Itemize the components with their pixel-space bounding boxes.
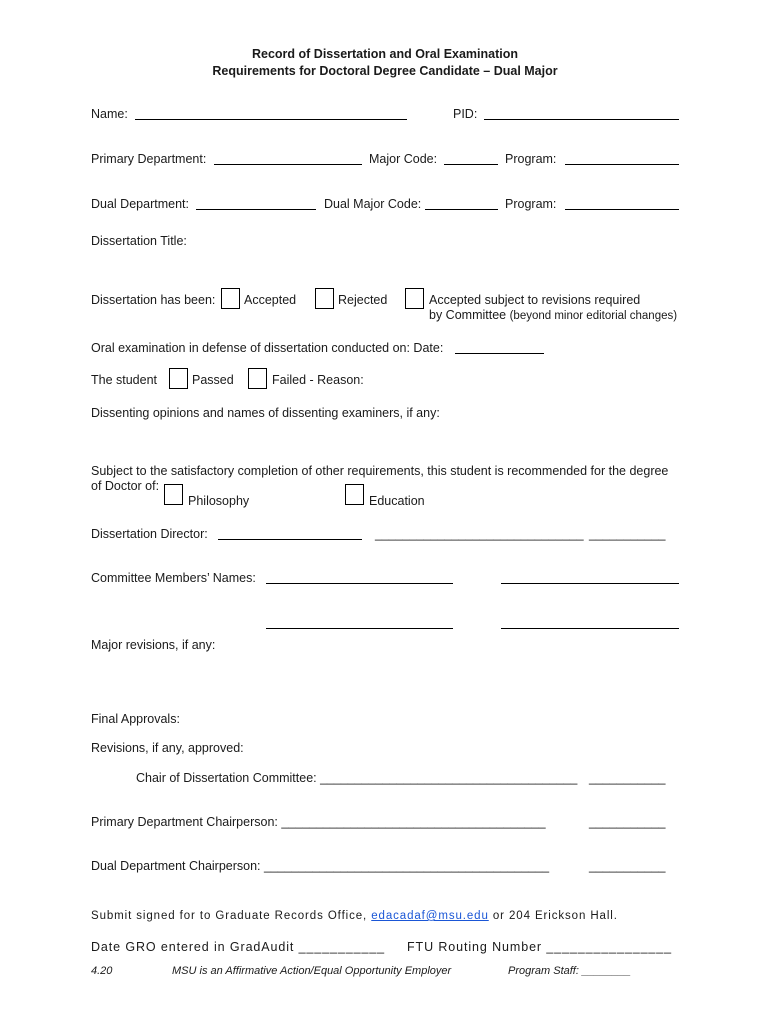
committee-members-label: Committee Members’ Names:	[91, 571, 256, 585]
email-link[interactable]: edacadaf@msu.edu	[371, 910, 489, 922]
form-title-line1: Record of Dissertation and Oral Examination	[251, 47, 519, 61]
failed-checkbox[interactable]	[248, 368, 267, 389]
passed-checkbox[interactable]	[169, 368, 188, 389]
gro-date-entered[interactable]: Date GRO entered in GradAudit ___________	[91, 940, 386, 954]
philosophy-label: Philosophy	[188, 494, 250, 508]
accepted-label: Accepted	[244, 293, 297, 307]
accepted-with-revisions-checkbox[interactable]	[405, 288, 424, 309]
primary-chair-date-field[interactable]: ___________	[589, 815, 666, 829]
committee-member-1-field[interactable]	[266, 583, 453, 584]
primary-chair-signature-line[interactable]: Primary Department Chairperson: ______________________________________	[91, 815, 546, 829]
dual-major-code-field[interactable]	[425, 209, 498, 210]
committee-member-3-field[interactable]	[266, 628, 453, 629]
program-label: Program:	[505, 152, 557, 166]
dual-chair-signature-line[interactable]: Dual Department Chairperson: _________________________________________	[91, 859, 550, 873]
dual-program-label: Program:	[505, 197, 557, 211]
dissertation-title-label: Dissertation Title:	[91, 234, 187, 248]
accepted-checkbox[interactable]	[221, 288, 240, 309]
chair-signature-line[interactable]: Chair of Dissertation Committee: _____________________________________	[136, 771, 578, 785]
final-approvals-label: Final Approvals:	[91, 712, 180, 726]
education-checkbox[interactable]	[345, 484, 364, 505]
revisions-approved-label: Revisions, if any, approved:	[91, 741, 244, 755]
dual-department-label: Dual Department:	[91, 197, 189, 211]
pid-field[interactable]	[484, 119, 679, 120]
oral-exam-date-field[interactable]	[455, 353, 544, 354]
committee-member-2-field[interactable]	[501, 583, 679, 584]
eoe-statement: MSU is an Affirmative Action/Equal Opportunity Employer	[172, 965, 452, 977]
committee-member-4-field[interactable]	[501, 628, 679, 629]
dissenting-label: Dissenting opinions and names of dissenting examiners, if any:	[91, 406, 440, 420]
dual-program-field[interactable]	[565, 209, 679, 210]
pid-label: PID:	[453, 107, 478, 121]
director-signature-field[interactable]: ______________________________	[375, 527, 584, 541]
dual-department-field[interactable]	[196, 209, 316, 210]
name-label: Name:	[91, 107, 128, 121]
student-label: The student	[91, 373, 158, 387]
doctor-of-label: of Doctor of:	[91, 479, 160, 493]
submit-instructions: Submit signed for to Graduate Records Office, edacadaf@msu.edu or 204 Erickson Hall.	[91, 910, 618, 922]
form-title-line2: Requirements for Doctoral Degree Candidate – Dual Major	[212, 64, 558, 78]
form-version: 4.20	[91, 965, 113, 977]
major-code-label: Major Code:	[369, 152, 438, 166]
program-field[interactable]	[565, 164, 679, 165]
recommendation-text: Subject to the satisfactory completion of other requirements, this student is recommended for the degree	[91, 464, 669, 478]
chair-date-field[interactable]: ___________	[589, 771, 666, 785]
education-label: Education	[369, 494, 425, 508]
rejected-checkbox[interactable]	[315, 288, 334, 309]
accepted-with-revisions-label: Accepted subject to revisions required	[429, 293, 641, 307]
primary-department-label: Primary Department:	[91, 152, 207, 166]
primary-department-field[interactable]	[214, 164, 362, 165]
rejected-label: Rejected	[338, 293, 388, 307]
major-code-field[interactable]	[444, 164, 498, 165]
dual-chair-date-field[interactable]: ___________	[589, 859, 666, 873]
failed-label: Failed - Reason:	[272, 373, 364, 387]
passed-label: Passed	[192, 373, 234, 387]
major-revisions-label: Major revisions, if any:	[91, 638, 216, 652]
dual-major-code-label: Dual Major Code:	[324, 197, 422, 211]
name-field[interactable]	[135, 119, 407, 120]
dissertation-director-label: Dissertation Director:	[91, 527, 208, 541]
oral-exam-date-label: Oral examination in defense of dissertation conducted on: Date:	[91, 341, 444, 355]
program-staff-field[interactable]: Program Staff: ________	[508, 965, 631, 977]
director-date-field[interactable]: ___________	[589, 527, 666, 541]
accepted-with-revisions-label-line2: by Committee (beyond minor editorial changes)	[429, 308, 678, 322]
dissertation-status-label: Dissertation has been:	[91, 293, 216, 307]
ftu-routing-number[interactable]: FTU Routing Number ________________	[407, 940, 672, 954]
director-name-field[interactable]	[218, 539, 362, 540]
philosophy-checkbox[interactable]	[164, 484, 183, 505]
